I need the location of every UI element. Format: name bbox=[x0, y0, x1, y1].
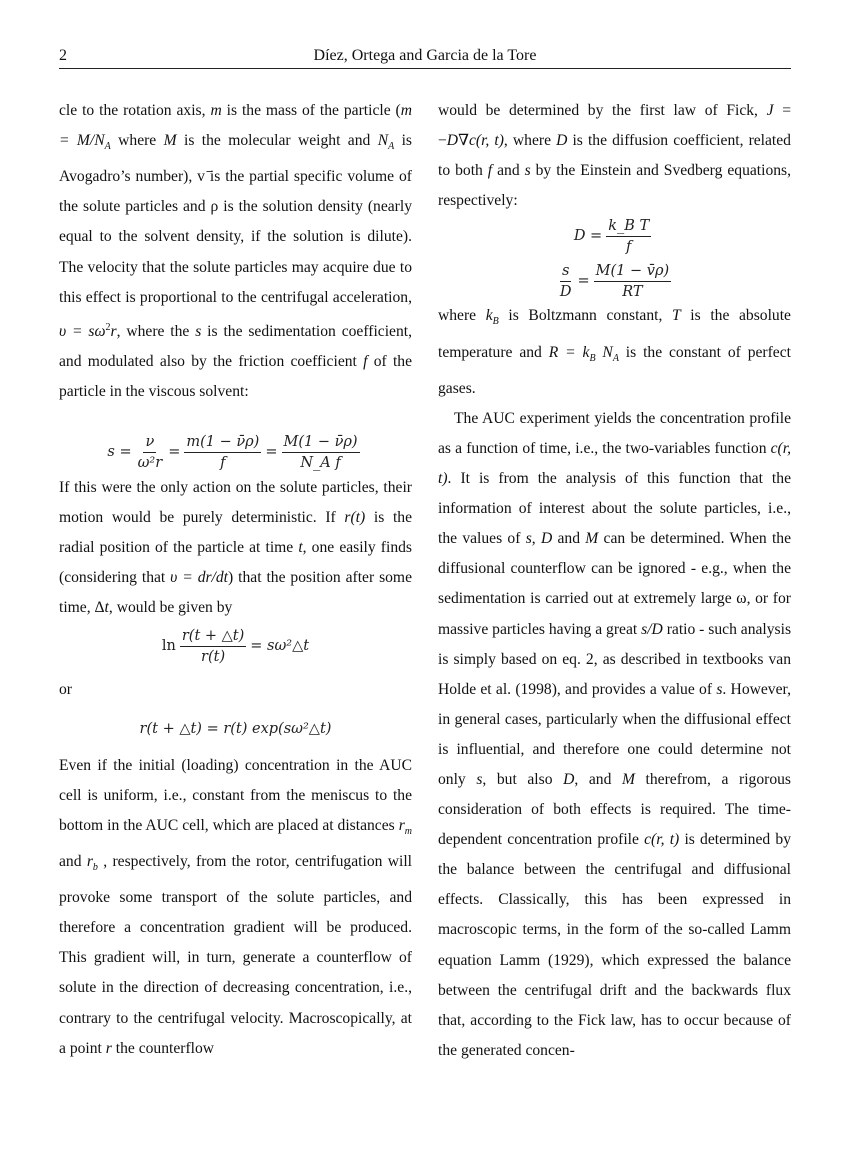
equation-3: r(t + △t) = r(t) exp(sω²△t) bbox=[139, 720, 332, 737]
paragraph: where $k_B$ is Boltzmann constant, T is the absolute temperature and $R = k_B$ $N_A$ is the constant of perfect gases. bbox=[438, 307, 791, 397]
equation-2: ln $\frac{r(t + \triangle t)}{r(t)}$ = sω²△t bbox=[161, 627, 310, 665]
right-column bbox=[438, 96, 791, 1066]
paragraph: The AUC experiment yields the concentration profile as a function of time, i.e., the two-variables function c(r, t). It is from the analysis of this function that the information of interest about the solute particles, i.e., the values of s, D and M can be determined. When the diffusional counterflow can be ignored - e.g., when the sedimentation is carried out at extremely large ω, or for massive particles having a great s/D ratio - such analysis is simply based on eq. 2, as described in textbooks van Holde et al. (1998), and provides a value of s. However, in general cases, particularly when the diffusional effect is influential, and therefore one could determine not only s, but also D, and M therefrom, a rigorous consideration of both effects is required. The time-dependent concentration profile c(r, t) is determined by the balance between the centrifugal and diffusional effects. Classically, this has been expressed in macroscopic terms, in the form of the so-called Lamm equation Lamm (1929), which expressed the balance between the centrifugal drift and the backwards flux that, according to the Fick law, has to occur because of the generated concen- bbox=[438, 409, 792, 1059]
equation-5: $\frac{s}{D}$ = $\frac{M(1 - v̄\rho)}{RT}$ bbox=[559, 262, 670, 300]
or-text: or bbox=[59, 681, 72, 699]
paragraph: Even if the initial (loading) concentration in the AUC cell is uniform, i.e., constant from the meniscus to the bottom in the AUC cell, which are placed at distances $r_m$ and $r_b$ , respectively, from the rotor, centrifugation will provoke some transport of the solute particles, and therefore a concentration gradient will be produced. This gradient will, in turn, generate a counterflow of solute in the direction of decreasing concentration, i.e., contrary to the centrifugal velocity. Macroscopically, at a point r the counterflow bbox=[59, 756, 412, 1057]
equation-4: D = $\frac{\text{k\_B T}}{f}$ bbox=[573, 217, 650, 255]
running-head: Díez, Ortega and Garcia de la Tore bbox=[313, 47, 537, 64]
page-number: 2 bbox=[59, 47, 67, 64]
paragraph: If this were the only action on the solute particles, their motion would be purely deterministic. If r(t) is the radial position of the particle at time t, one easily finds (considering that υ = dr/dt) that the position after some time, Δt, would be given by bbox=[59, 479, 413, 617]
paragraph: cle to the rotation axis, m is the mass of the particle ($m = M/N_A$ where M is the molecular weight and $N_A$ is Avogadro’s number), v ̄is the partial specific volume of the solute particles and ρ is the solution density (nearly equal to the solvent density, if the solution is dilute). The velocity that the solute particles may acquire due to this effect is proportional to the centrifugal acceleration, $\upsilon = s\omega^2r$, where the s is the sedimentation coefficient, and modulated also by the friction coefficient f of the particle in the viscous solvent: bbox=[59, 102, 413, 401]
equation-1: s = $\frac{\nu}{\text{ω²r}}$ = $\frac{m(1 - \nū\rho)}{f}$ = $\frac{M(1 - \nū\rho)}{\text{N\_A f}}$ bbox=[107, 433, 358, 471]
page-header bbox=[59, 44, 791, 69]
left-column bbox=[59, 96, 412, 1064]
paragraph: would be determined by the first law of Fick, J = −D∇c(r, t), where D is the diffusion coefficient, related to both f and s by the Einstein and Svedberg equations, respectively: bbox=[438, 102, 792, 210]
